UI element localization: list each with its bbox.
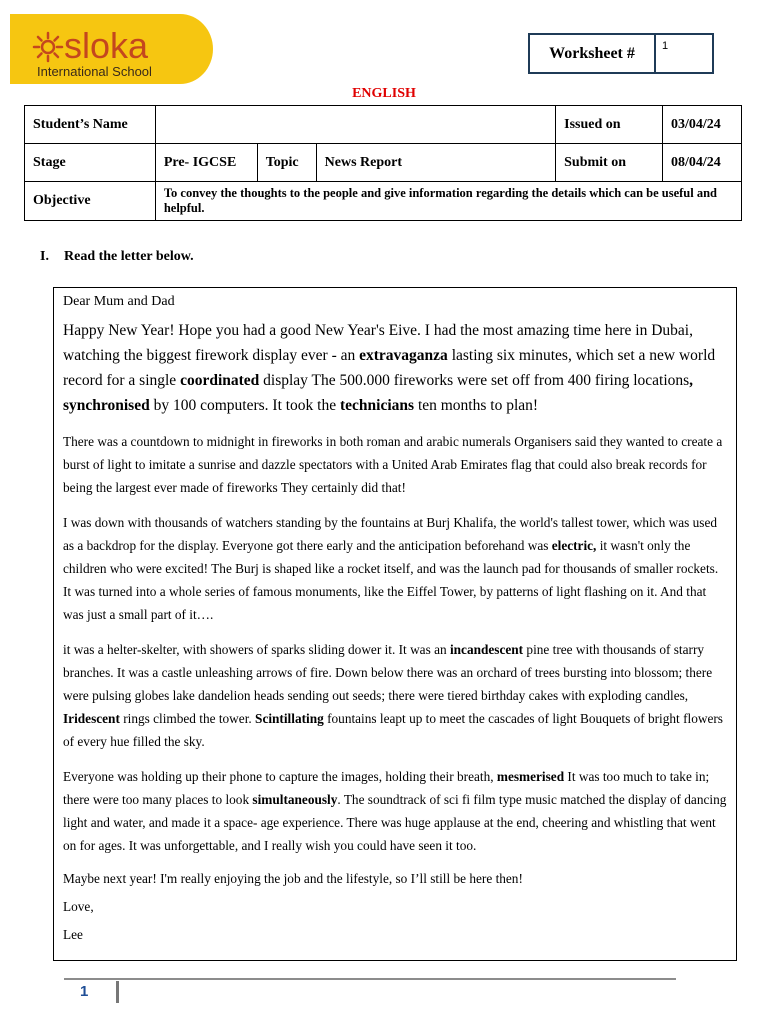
objective-value: To convey the thoughts to the people and give information regarding the details which can be useful and helpful. <box>155 182 741 221</box>
letter-closing: Love, <box>63 899 94 914</box>
submit-value: 08/04/24 <box>663 144 742 182</box>
letter-paragraph-4: it was a helter-skelter, with showers of sparks sliding dower it. It was an incandescent pine tree with thousands of starry branches. It was a castle unleashing arrows of fire. Down below there was an orchard of trees bursting into blossom; there were pulsing globes lake dandelion heads sending out seeds; there were tiered birthday cakes with exploding candles, Iridescent rings climbed the tower. Scintillating fountains leapt up to meet the cascades of light Bouquets of bright flowers of every hue filled the sky. <box>63 642 723 749</box>
worksheet-label: Worksheet # <box>530 35 656 72</box>
subject-title: ENGLISH <box>352 86 416 101</box>
worksheet-number: 1 <box>662 40 669 52</box>
issued-value: 03/04/24 <box>663 106 742 144</box>
letter-signature: Lee <box>63 927 83 942</box>
stage-label: Stage <box>25 144 156 182</box>
objective-label: Objective <box>25 182 156 221</box>
letter-paragraph-5: Everyone was holding up their phone to capture the images, holding their breath, mesmerised It was too much to take in; there were too many places to look simultaneously. The soundtrack of sci fi film type music matched the display of dancing light and water, and made it a space- age experience. There was huge applause at the end, cheering and whistling that went on for ages. It was unforgettable, and I really wish you could have seen it too. <box>63 769 727 853</box>
school-logo <box>10 14 213 84</box>
letter-paragraph-1: Happy New Year! Hope you had a good New Year's Eive. I had the most amazing time here in Dubai, watching the biggest firework display ever - an extravaganza lasting six minutes, which set a new world record for a single coordinated display The 500.000 fireworks were set off from 400 firing locations, synchronised by 100 computers. It took the technicians ten months to plan! <box>63 322 716 414</box>
submit-label: Submit on <box>556 144 663 182</box>
letter-paragraph-6: Maybe next year! I'm really enjoying the job and the lifestyle, so I’ll still be here then! <box>63 871 523 886</box>
topic-value: News Report <box>316 144 555 182</box>
section-numeral: I. <box>40 249 49 264</box>
letter-greeting: Dear Mum and Dad <box>63 294 175 309</box>
issued-label: Issued on <box>556 106 663 144</box>
stage-value: Pre- IGCSE <box>155 144 257 182</box>
info-table <box>24 105 742 221</box>
letter-paragraph-2: There was a countdown to midnight in fireworks in both roman and arabic numerals Organisers said they wanted to create a burst of light to imitate a sunrise and dazzle spectators with a United Arab Emirates flag that could also break records for being the largest ever made of fireworks They certainly did that! <box>63 434 723 495</box>
page-number: 1 <box>80 983 89 1000</box>
footer-divider <box>64 978 676 980</box>
footer-separator <box>116 981 119 1003</box>
topic-label: Topic <box>257 144 316 182</box>
logo-school-name: International School <box>37 64 152 79</box>
student-name-value <box>155 106 555 144</box>
logo-brand: sloka <box>64 25 149 66</box>
section-instruction <box>40 249 194 265</box>
section-text: Read the letter below. <box>64 249 194 264</box>
worksheet-number-box <box>528 33 714 74</box>
letter-paragraph-3: I was down with thousands of watchers standing by the fountains at Burj Khalifa, the world's tallest tower, which was used as a backdrop for the display. Everyone got there early and the anticipation beforehand was electric, it wasn't only the children who were excited! The Burj is shaped like a rocket itself, and was the launch pad for thousands of smaller rockets. It was turned into a whole series of famous monuments, like the Eiffel Tower, by patterns of light flashing on it. And that was just a small part of it…. <box>63 515 719 622</box>
student-name-label: Student’s Name <box>25 106 156 144</box>
letter-box <box>53 287 737 961</box>
